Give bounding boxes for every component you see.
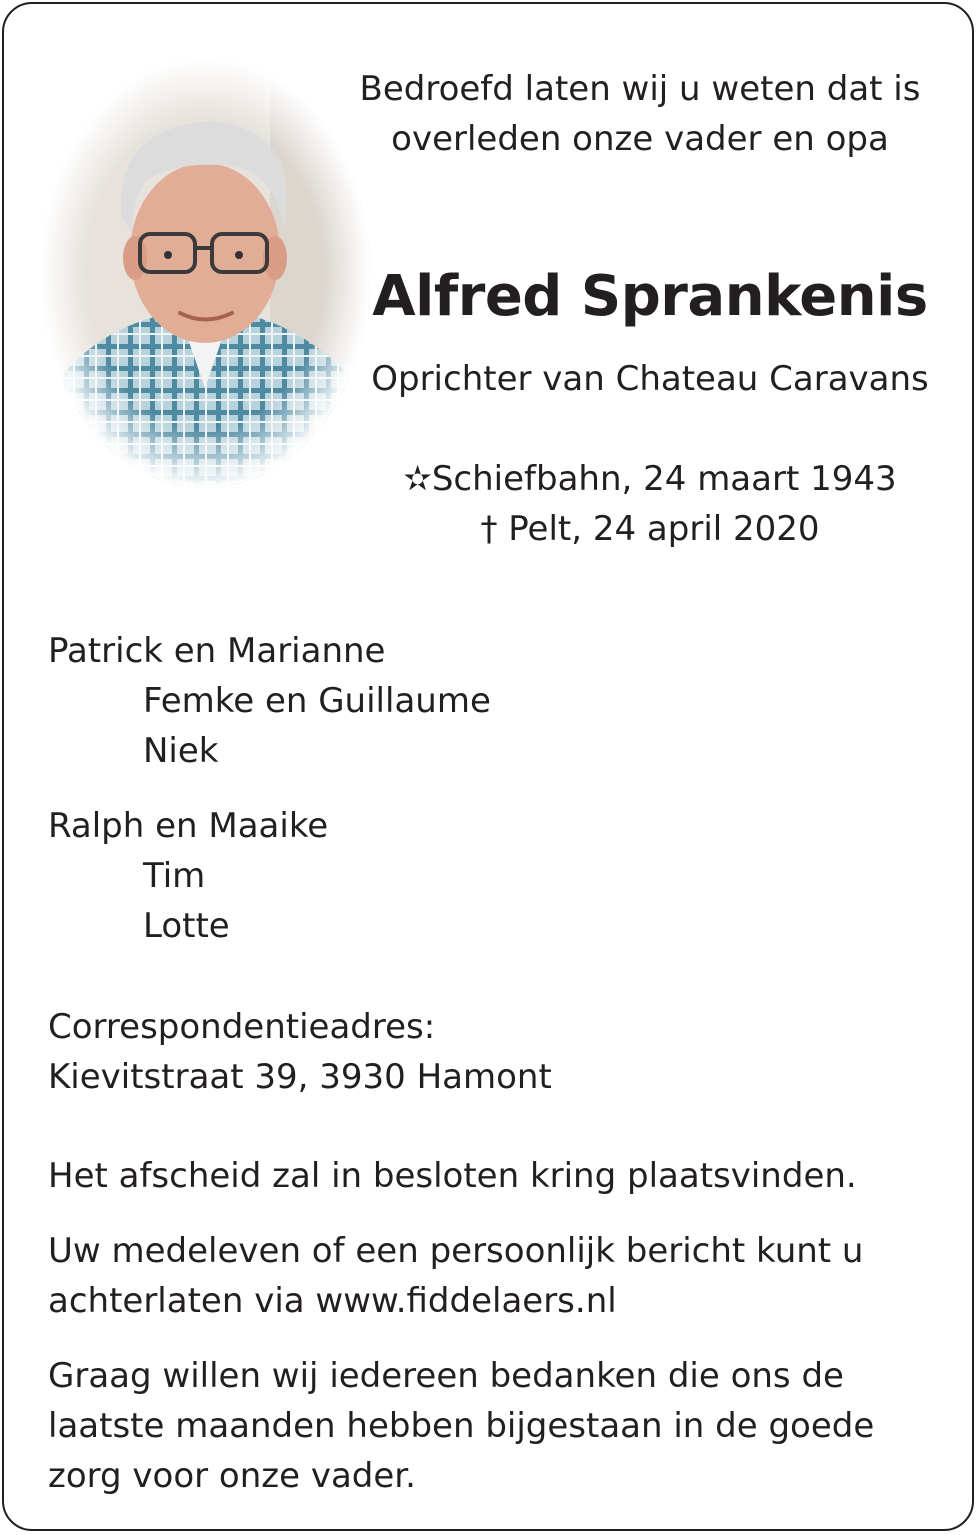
death-line: † Pelt, 24 april 2020 — [480, 509, 820, 549]
deceased-title: Oprichter van Chateau Caravans — [371, 359, 929, 399]
condolence-line-1: Uw medeleven of een persoonlijk bericht kunt u — [48, 1231, 864, 1271]
family-parents-2: Ralph en Maaike — [48, 806, 329, 846]
deceased-name: Alfred Sprankenis — [372, 264, 928, 329]
family-child-1-1: Femke en Guillaume — [143, 681, 491, 721]
family-parents-1: Patrick en Marianne — [48, 631, 386, 671]
intro-line-1: Bedroefd laten wij u weten dat is — [359, 69, 921, 109]
thanks-line-3: zorg voor onze vader. — [48, 1456, 416, 1496]
thanks-line-1: Graag willen wij iedereen bedanken die ons de — [48, 1356, 844, 1396]
address-value: Kievitstraat 39, 3930 Hamont — [48, 1057, 552, 1097]
family-child-2-1: Tim — [143, 856, 206, 896]
birth-line: ✫Schiefbahn, 24 maart 1943 — [403, 459, 897, 499]
thanks-line-2: laatste maanden hebben bijgestaan in de goede — [48, 1406, 875, 1446]
address-label: Correspondentieadres: — [48, 1007, 436, 1047]
portrait-photo — [40, 58, 370, 488]
farewell-note: Het afscheid zal in besloten kring plaatsvinden. — [48, 1156, 857, 1196]
intro-line-2: overleden onze vader en opa — [391, 119, 889, 159]
family-child-1-2: Niek — [143, 731, 219, 771]
family-child-2-2: Lotte — [143, 906, 230, 946]
condolence-line-2: achterlaten via www.fiddelaers.nl — [48, 1281, 617, 1321]
